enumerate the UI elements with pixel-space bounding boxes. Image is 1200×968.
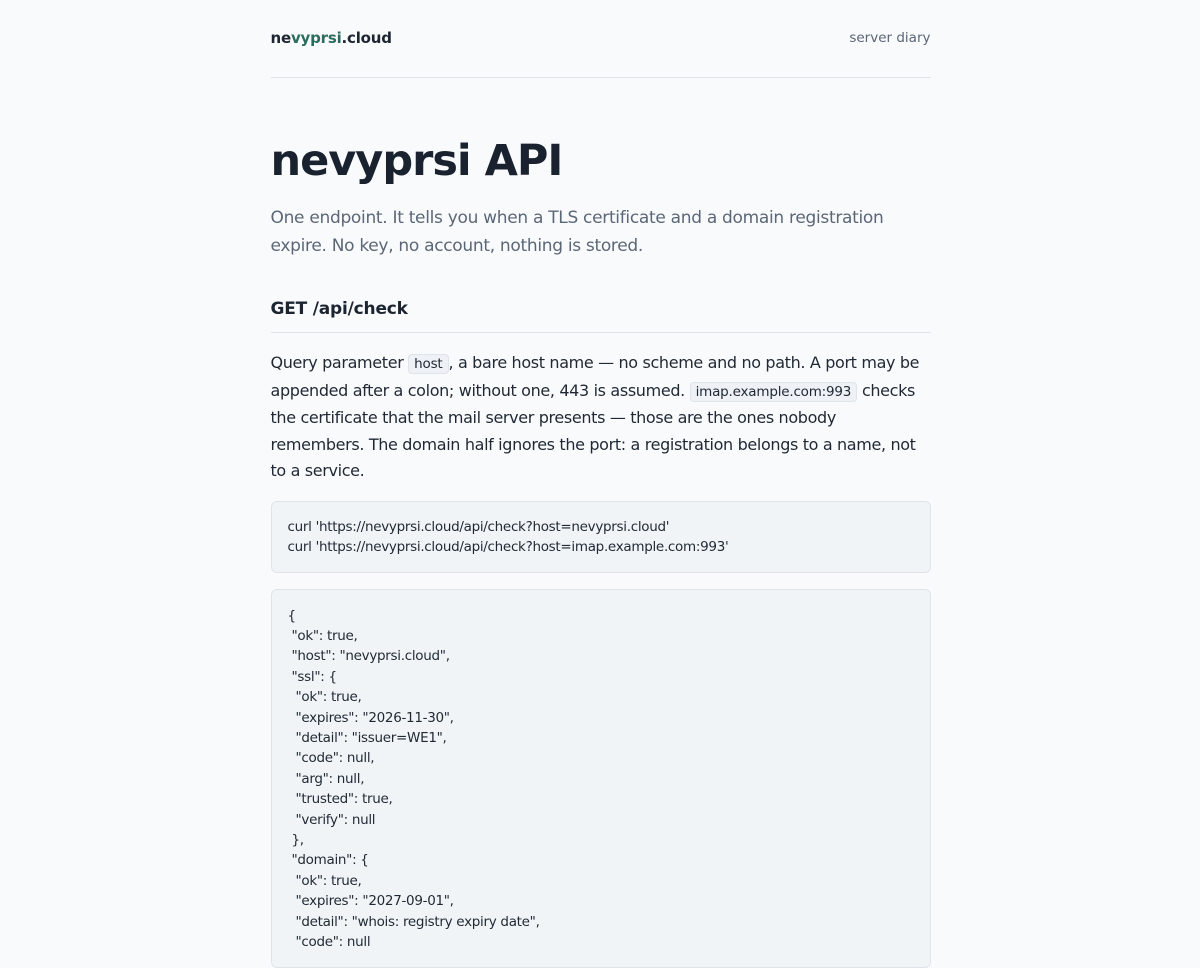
description-part-3: checks the certificate that the mail server presents — those are the ones nobody remembers. The domain half ignores the port: a registration belongs to a name, not to a service. bbox=[271, 381, 916, 481]
brand-suffix: .cloud bbox=[342, 29, 392, 47]
example-host-code: imap.example.com:993 bbox=[690, 382, 858, 402]
page-container bbox=[270, 0, 931, 968]
brand-mid: vyprsi bbox=[291, 29, 342, 47]
brand-logo-link[interactable] bbox=[271, 29, 392, 47]
server-diary-link[interactable]: server diary bbox=[849, 30, 930, 46]
host-param-code: host bbox=[408, 354, 448, 374]
site-header bbox=[271, 0, 931, 78]
page-title: nevyprsi API bbox=[271, 133, 931, 189]
description-part-1: Query parameter bbox=[271, 353, 409, 372]
main-content bbox=[271, 133, 931, 968]
response-json-block: { "ok": true, "host": "nevyprsi.cloud", "ssl": { "ok": true, "expires": "2026-11-30", "detail": "issuer=WE1", "code": null, "arg": null, "trusted": true, "verify": null }, "domain": { "ok": true, "expires": "2027-09-01", "detail": "whois: registry expiry date", "code": null bbox=[271, 589, 931, 968]
endpoint-description bbox=[271, 350, 931, 485]
brand-prefix: ne bbox=[271, 29, 291, 47]
curl-example-block: curl 'https://nevyprsi.cloud/api/check?host=nevyprsi.cloud' curl 'https://nevyprsi.cloud/api/check?host=imap.example.com:993' bbox=[271, 501, 931, 573]
endpoint-heading: GET /api/check bbox=[271, 297, 931, 333]
description-part-2: , a bare host name — no scheme and no path. A port may be appended after a colon; without one, 443 is assumed. bbox=[271, 353, 920, 400]
lede-text: One endpoint. It tells you when a TLS certificate and a domain registration expire. No key, no account, nothing is stored. bbox=[271, 204, 931, 260]
